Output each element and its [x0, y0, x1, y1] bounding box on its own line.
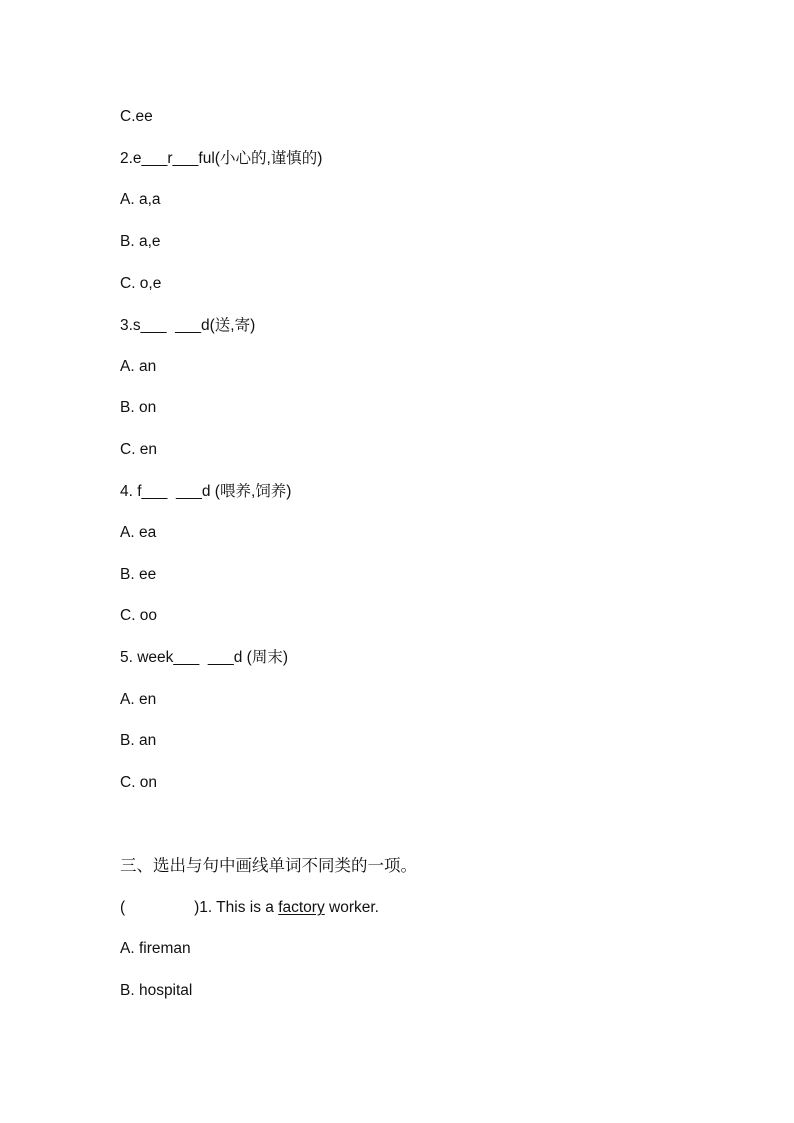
- option-line: A. ea: [120, 524, 157, 541]
- option-line: B. on: [120, 399, 157, 416]
- question-line: [120, 898, 379, 918]
- option-line: A. a,a: [120, 191, 161, 208]
- question-line: 2.e___r___ful(小心的,谨慎的): [120, 150, 323, 167]
- option-line: A. en: [120, 691, 157, 708]
- option-line: A. fireman: [120, 940, 191, 957]
- option-line: C. on: [120, 774, 158, 791]
- option-line: A. an: [120, 358, 157, 375]
- option-line: B. hospital: [120, 982, 193, 999]
- option-line: B. ee: [120, 566, 157, 583]
- underlined-word: factory: [278, 899, 325, 916]
- question-line: 3.s___ ___d(送,寄): [120, 317, 256, 334]
- option-line: C.ee: [120, 108, 153, 125]
- question-line: 4. f___ ___d (喂养,饲养): [120, 483, 292, 500]
- option-line: C. o,e: [120, 275, 162, 292]
- option-line: B. a,e: [120, 233, 161, 250]
- section-heading: 三、选出与句中画线单词不同类的一项。: [120, 857, 417, 875]
- question-prefix: ( )1. This is a: [120, 899, 279, 916]
- question-line: 5. week___ ___d (周末): [120, 649, 289, 666]
- option-line: C. en: [120, 441, 158, 458]
- question-suffix: worker.: [324, 899, 379, 916]
- option-line: C. oo: [120, 607, 158, 624]
- option-line: B. an: [120, 732, 157, 749]
